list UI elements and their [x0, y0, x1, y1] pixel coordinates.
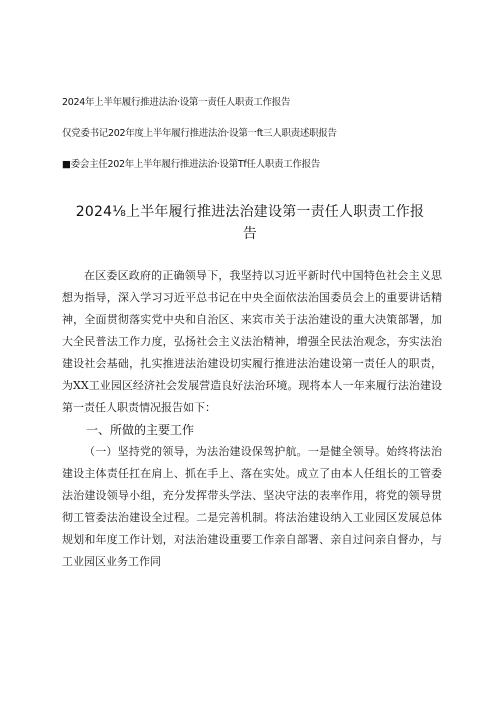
related-report-link-2[interactable]: 仅党委书记202年度上半年履行推进法治·设第一ft三人职责述职报告	[62, 128, 337, 139]
related-report-link-1[interactable]: 2024年上半年履行推进法治·设第一责任人职责工作报告	[62, 97, 291, 108]
related-report-link-3[interactable]: ■委会主任202年上半年履行推进法治·设第Tf任人职责工作报告	[62, 159, 320, 170]
intro-paragraph: 在区委区政府的正确领导下，我坚持以习近平新时代中国特色社会主义思想为指导，深入学习习近平总书记在中央全面依法治国委员会上的重要讲话精神，全面贯彻落实党中央和自治区、来宾市关于法治建设的重大决策部署，加大全民普法工作力度，弘扬社会主义法治精神，增强全民法治观念，夯实法治建设社会基础，扎实推进法治建设切实履行推进法治建设第一责任人的职责，为XX工业园区经济社会发展营造良好法治环境。现将本人一年来履行法治建设第一责任人职责情况报告如下：	[62, 269, 442, 414]
document-title: 2024⅛上半年履行推进法治建设第一责任人职责工作报告	[75, 204, 425, 242]
section-1-paragraph-1: （一）坚持党的领导，为法治建设保驾护航。一是健全领导。始终将法治建设主体责任扛在肩上、抓在手上、落在实处。成立了由本人任组长的工管委法治建设领导小组，充分发挥带头学法、坚决守法的表率作用，将党的领导贯彻工管委法治建设全过程。二是完善机制。将法治建设纳入工业园区发展总体规划和年度工作计划，对法治建设重要工作亲自部署、亲自过问亲自督办，与工业园区业务工作同	[62, 445, 442, 568]
section-heading-1: 一、所做的主要工作	[86, 423, 195, 437]
document-body	[62, 265, 442, 573]
